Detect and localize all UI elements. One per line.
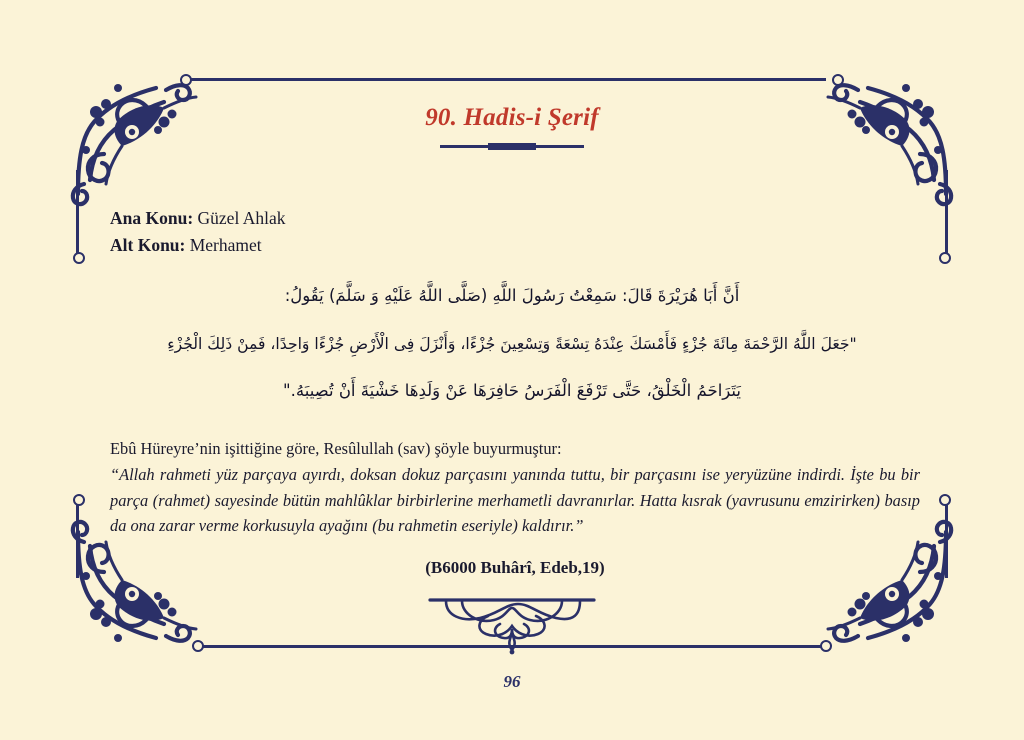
sub-topic-value: Merhamet (189, 234, 262, 255)
arabic-line-2: "جَعَلَ اللَّهُ الرَّحْمَةَ مِائَةَ جُزْءٍ فَأَمْسَكَ عِنْدَهُ تِسْعَةً وَتِسْعِينَ جُزْءًا، وَأَنْزَلَ فِى الْأَرْضِ جُزْءًا وَاحِدًا، فَمِنْ ذَلِكَ الْجُزْءِ (167, 334, 857, 353)
translation-quote: “Allah rahmeti yüz parçaya ayırdı, doksan dokuz parçasını yanında tuttu, bir parçasını ise yeryüzüne indirdi. İşte bu bir parça (rahmet) sayesinde bütün mahlûklar birbirlerine merhametli davranırlar. Hatta kısrak (yavrusunu emzirirken) basıp da ona zarar verme korkusuyla ayağını (bu rahmetin eseriyle) kaldırır.” (110, 465, 920, 536)
main-topic-value: Güzel Ahlak (197, 208, 286, 228)
title-divider (440, 142, 584, 151)
rule-terminal-right-lower (939, 494, 951, 506)
main-topic-label: Ana Konu: (110, 208, 194, 228)
main-topic-row (110, 205, 286, 232)
sub-topic-label: Alt Konu: (110, 234, 186, 255)
arabic-hadith-text (92, 272, 932, 415)
arabic-line-3: يَتَرَاحَمُ الْخَلْقُ، حَتَّى تَرْفَعَ الْفَرَسُ حَافِرَهَا عَنْ وَلَدِهَا خَشْيَةَ أَنْ تُصِيبَهُ." (283, 380, 741, 400)
arabic-line-1: أَنَّ أَبَا هُرَيْرَةَ قَالَ: سَمِعْتُ رَسُولَ اللَّهِ (صَلَّى اللَّهُ عَلَيْهِ وَ سَلَّمَ) يَقُولُ: (284, 286, 740, 305)
rule-terminal-bottom-right (820, 640, 832, 652)
page-title: 90. Hadis-i Şerif (425, 104, 599, 131)
border-rule-right-upper (945, 170, 948, 258)
turkish-translation (110, 436, 920, 539)
border-rule-left-lower (76, 500, 79, 578)
source-citation: (B6000 Buhârî, Edeb,19) (425, 558, 605, 577)
rule-terminal-top-right (832, 74, 844, 86)
knotwork-ornament-icon (422, 594, 602, 656)
page-number: 96 (503, 672, 521, 691)
rule-terminal-right-upper (939, 252, 951, 264)
rule-terminal-left-lower (73, 494, 85, 506)
sub-topic-row (110, 232, 286, 259)
topic-metadata (110, 205, 286, 258)
title-block (0, 104, 1024, 151)
border-rule-right-lower (945, 500, 948, 578)
translation-intro: Ebû Hüreyre’nin işittiğine göre, Resûlullah (sav) şöyle buyurmuştur: (110, 439, 562, 458)
border-rule-left-upper (76, 170, 79, 258)
rule-terminal-bottom-left (192, 640, 204, 652)
rule-terminal-left-upper (73, 252, 85, 264)
border-rule-top (186, 78, 826, 81)
rule-terminal-top-left (180, 74, 192, 86)
